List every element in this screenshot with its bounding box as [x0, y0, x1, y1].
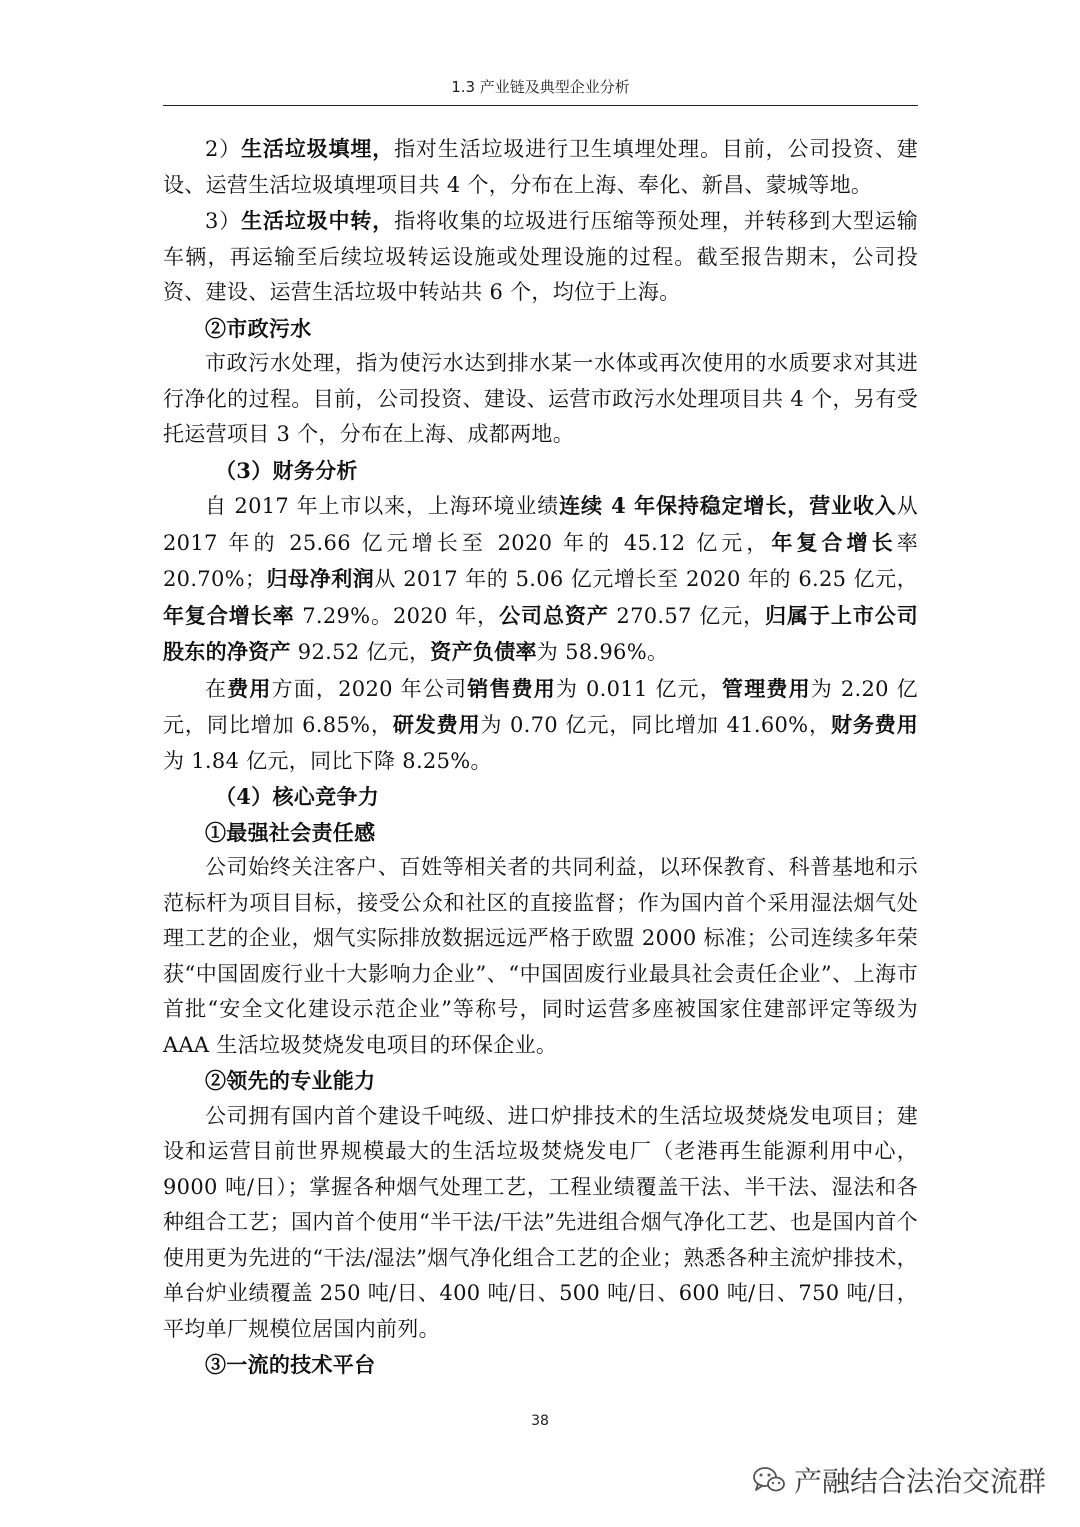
text-run: ①最强社会责任感: [205, 819, 376, 845]
wechat-icon: [752, 1465, 786, 1495]
paragraph-expenses: [163, 671, 918, 780]
page-header: 1.3 产业链及典型企业分析: [451, 78, 630, 96]
paragraph-landfill: [163, 131, 918, 203]
text-run: 7.29%。2020 年，: [294, 603, 500, 628]
paragraph-social-responsibility: [163, 850, 918, 1063]
page-number: 38: [531, 1413, 549, 1429]
text-run: 指将收集的垃圾进行压缩等预处理，并转移到大型运输车辆，再运输至后续垃圾转运设施或处理设施的过程。截至报告期末，公司投资、建设、运营生活垃圾中转站共 6 个，均位于上海。: [163, 209, 918, 304]
text-run: 270.57 亿元，: [608, 603, 766, 628]
bold-text-run: 归属于上市公司股东的净资产: [163, 602, 918, 664]
header-divider: [163, 105, 918, 106]
text-run: 为 0.70 亿元，同比增加 41.60%，: [480, 713, 831, 737]
heading-core-competitiveness: [163, 779, 918, 815]
bold-text-run: 连续 4 年保持稳定增长，营业收入: [559, 493, 897, 518]
text-run: 从 2017 年的 5.06 亿元增长至 2020 年的 6.25 亿元，: [374, 567, 919, 591]
bold-text-run: 年复合增长: [771, 529, 897, 555]
text-run: 公司拥有国内首个建设千吨级、进口炉排技术的生活垃圾焚烧发电项目；建设和运营目前世界规模最大的生活垃圾焚烧发电厂（老港再生能源利用中心，9000 吨/日）；掌握各种烟气处理工艺，工程业绩覆盖干法、半干法、湿法和各种组合工艺；国内首个使用“半干法/干法”先进组合烟气净化工艺、也是国内首个使用更为先进的“干法/湿法”烟气净化组合工艺的企业；熟悉各种主流炉排技术，单台炉业绩覆盖 250 吨/日、400 吨/日、500 吨/日、600 吨/日、750 吨/日，平均单厂规模位居国内前列。: [163, 1103, 918, 1341]
watermark: [752, 1460, 1046, 1500]
text-run: 率 20.70%；: [163, 530, 919, 591]
bold-text-run: 资产负债率: [430, 639, 537, 664]
heading-social-responsibility: [163, 815, 918, 851]
bold-text-run: 生活垃圾中转，: [241, 208, 395, 233]
heading-tech-platform: [163, 1347, 918, 1383]
heading-professional-ability: [163, 1063, 918, 1099]
text-run: 从 2017 年的 25.66 亿元增长至 2020 年的 45.12 亿元，: [163, 494, 918, 555]
text-run: 自 2017 年上市以来，上海环境业绩: [205, 494, 560, 518]
bold-text-run: 年复合增长率: [163, 602, 295, 628]
bold-text-run: 管理费用: [722, 675, 811, 701]
watermark-text: 产融结合法治交流群: [793, 1465, 1046, 1498]
text-run: 为 0.011 亿元，: [555, 676, 723, 701]
paragraph-transfer: [163, 203, 918, 311]
document-body: [163, 131, 918, 1383]
text-run: 3）: [205, 209, 242, 233]
text-run: ③一流的技术平台: [205, 1352, 376, 1377]
text-run: （3）财务分析: [215, 457, 358, 483]
paragraph-professional-ability: [163, 1099, 918, 1348]
text-run: 为 2.20 亿元，同比增加 6.85%，: [163, 676, 918, 737]
text-run: 在: [205, 676, 228, 701]
text-run: ②市政污水: [205, 315, 312, 341]
bold-text-run: 销售费用: [467, 675, 556, 701]
text-run: （4）核心竞争力: [215, 784, 380, 809]
heading-financial-analysis: [163, 453, 918, 489]
text-run: 92.52 亿元，: [290, 640, 431, 664]
bold-text-run: 公司总资产: [499, 602, 609, 628]
bold-text-run: 费用: [227, 675, 272, 701]
text-run: 市政污水处理，指为使污水达到排水某一水体或再次使用的水质要求对其进行净化的过程。目前，公司投资、建设、运营市政污水处理项目共 4 个，另有受托运营项目 3 个，分布在上海、成都两地。: [163, 351, 918, 446]
text-run: 为 58.96%。: [536, 640, 669, 664]
text-run: 公司始终关注客户、百姓等相关者的共同利益，以环保教育、科普基地和示范标杆为项目目标，接受公众和社区的直接监督；作为国内首个采用湿法烟气处理工艺的企业，烟气实际排放数据远远严格于欧盟 2000 标准；公司连续多年荣获“中国固废行业十大影响力企业”、“中国固废行业最具社会责任企业”、上海市首批“安全文化建设示范企业”等称号，同时运营多座被国家住建部评定等级为 AAA 生活垃圾焚烧发电项目的环保企业。: [163, 855, 918, 1057]
bold-text-run: 财务费用: [830, 712, 918, 737]
heading-municipal-sewage: [163, 311, 918, 347]
text-run: 指对生活垃圾进行卫生填埋处理。目前，公司投资、建设、运营生活垃圾填埋项目共 4 个，分布在上海、奉化、新昌、蒙城等地。: [163, 137, 918, 197]
bold-text-run: 研发费用: [392, 712, 481, 737]
bold-text-run: 生活垃圾填埋，: [241, 136, 395, 161]
paragraph-sewage: [163, 346, 918, 453]
bold-text-run: 归母净利润: [266, 566, 375, 591]
text-run: 方面，2020 年公司: [271, 676, 468, 701]
text-run: 2）: [205, 137, 242, 161]
text-run: 为 1.84 亿元，同比下降 8.25%。: [163, 748, 492, 773]
paragraph-financials: [163, 488, 918, 671]
text-run: ②领先的专业能力: [205, 1068, 376, 1093]
